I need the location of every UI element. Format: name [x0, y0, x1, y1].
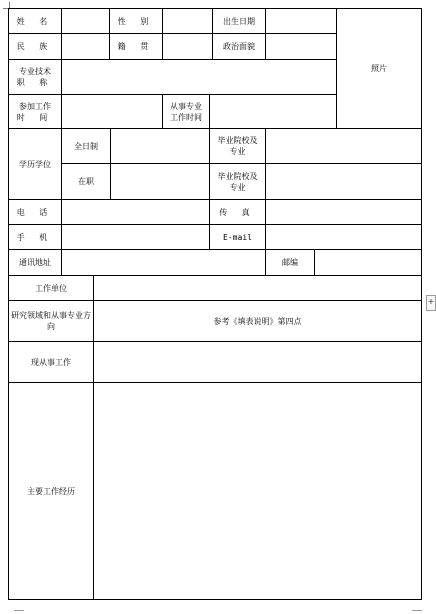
native-place-field[interactable]: [163, 34, 212, 59]
education-label: 学历学位: [19, 159, 51, 169]
native-place-label: 籍 贯: [117, 42, 155, 51]
name-label: 姓 名: [16, 16, 54, 26]
inservice-degree-field[interactable]: [111, 164, 209, 199]
fulltime-school-field[interactable]: [266, 129, 421, 163]
ethnicity-label: 民 族: [16, 42, 54, 51]
research-field[interactable]: 参考《填表说明》第四点: [213, 316, 302, 326]
address-label: 通讯地址: [19, 258, 51, 267]
fulltime-degree-field[interactable]: [111, 129, 209, 163]
professional-start-field[interactable]: [210, 95, 336, 128]
work-start-label-line2: 时 间: [16, 112, 54, 122]
ethnicity-field[interactable]: [62, 34, 109, 59]
current-work-label: 现从事工作: [31, 357, 71, 367]
gender-label: 性 别: [117, 16, 155, 26]
postcode-field[interactable]: [315, 250, 421, 275]
registration-form-table: [8, 8, 422, 600]
work-start-label: [9, 95, 61, 128]
phone-field[interactable]: [62, 200, 209, 224]
photo-area[interactable]: 照片: [371, 64, 387, 73]
inservice-school-label: [210, 164, 265, 199]
table-border-right: [421, 8, 422, 600]
birthdate-label: 出生日期: [223, 16, 255, 26]
professional-title-label: [9, 60, 61, 94]
email-label: E-mail: [223, 232, 252, 242]
fax-label: 传 真: [219, 207, 256, 217]
political-status-field[interactable]: [266, 34, 336, 59]
political-status-label: 政治面貌: [223, 42, 255, 51]
postcode-label: 邮编: [282, 258, 298, 267]
professional-title-label-line2: 职 称: [16, 78, 54, 87]
table-border-bottom: [8, 599, 422, 600]
email-field[interactable]: [266, 225, 421, 249]
work-start-field[interactable]: [62, 95, 162, 128]
inservice-label: 在职: [78, 177, 94, 186]
fulltime-school-label-line1: 毕业院校及: [217, 136, 258, 145]
birthdate-field[interactable]: [266, 9, 336, 33]
employer-field[interactable]: [94, 276, 421, 300]
current-work-field[interactable]: [94, 342, 421, 382]
professional-title-label-line1: 专业技术: [19, 67, 51, 76]
inservice-school-field[interactable]: [266, 164, 421, 199]
address-field[interactable]: [62, 250, 265, 275]
professional-start-label-line1: 从事专业: [170, 101, 202, 111]
professional-start-label: [163, 95, 209, 128]
work-history-label: 主要工作经历: [27, 486, 75, 496]
page-corner-mark: [412, 610, 422, 614]
mobile-field[interactable]: [62, 225, 209, 249]
work-start-label-line1: 参加工作: [19, 101, 51, 111]
work-history-field[interactable]: [94, 383, 421, 599]
fulltime-school-label: [210, 129, 265, 163]
mobile-label: 手 机: [16, 232, 54, 242]
professional-start-label-line2: 工作时间: [170, 112, 202, 122]
inservice-school-label-line1: 毕业院校及: [217, 171, 258, 181]
professional-title-field[interactable]: [62, 60, 336, 94]
gender-field[interactable]: [163, 9, 212, 33]
employer-label: 工作单位: [35, 283, 67, 293]
phone-label: 电 话: [16, 207, 54, 217]
fulltime-school-label-line2: 专业: [229, 147, 246, 156]
name-field[interactable]: [62, 9, 109, 33]
inservice-school-label-line2: 专业: [229, 182, 246, 192]
research-label: 研究领域和从事专业方向: [11, 311, 91, 331]
page-corner-mark: [14, 610, 24, 614]
table-resize-handle[interactable]: +: [426, 295, 436, 311]
fulltime-label: 全日制: [74, 141, 98, 151]
fax-field[interactable]: [266, 200, 421, 224]
